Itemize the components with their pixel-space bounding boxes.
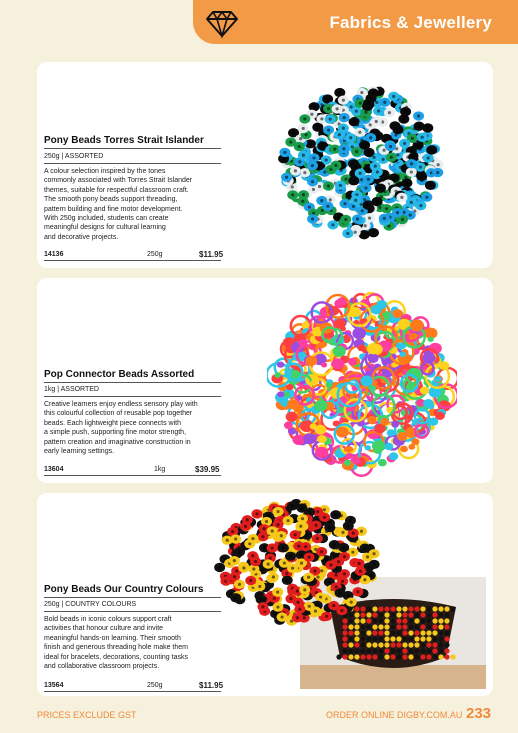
bead bbox=[316, 196, 327, 205]
product-description: A colour selection inspired by the tones commonly associated with Torres Strait Islander themes, suitable for respectful classroom craft. The smooth pony beads support threading, pattern building and fine motor development. With 250g included, students can create meaningful designs for cultural learning and decorative projects. bbox=[44, 168, 193, 241]
product-price: $39.95 bbox=[195, 465, 220, 474]
bead bbox=[304, 552, 315, 561]
bead bbox=[370, 305, 381, 315]
product-card[interactable] bbox=[37, 62, 493, 268]
product-name: Pony Beads Torres Strait Islander bbox=[44, 135, 204, 146]
bead bbox=[257, 532, 268, 541]
bead bbox=[391, 421, 399, 428]
bead bbox=[357, 345, 365, 352]
bead bbox=[407, 415, 413, 420]
bead bbox=[338, 144, 349, 153]
divider bbox=[44, 260, 221, 261]
bead bbox=[277, 391, 284, 397]
bead bbox=[417, 133, 428, 142]
bead bbox=[346, 597, 357, 606]
bead bbox=[292, 613, 303, 622]
bead bbox=[339, 113, 350, 122]
bead bbox=[384, 108, 395, 117]
bead bbox=[230, 593, 241, 602]
bead bbox=[386, 153, 397, 162]
bead bbox=[410, 319, 424, 331]
bead bbox=[317, 435, 327, 443]
bead bbox=[277, 612, 288, 621]
bead bbox=[287, 399, 299, 409]
bead bbox=[222, 536, 233, 545]
bead bbox=[290, 530, 301, 539]
bead bbox=[214, 563, 225, 572]
bead bbox=[299, 114, 310, 123]
bead bbox=[290, 166, 301, 175]
bead bbox=[298, 124, 309, 133]
bead bbox=[238, 563, 249, 572]
product-code: 13604 bbox=[44, 466, 64, 473]
bead bbox=[339, 199, 350, 208]
bead bbox=[307, 214, 318, 223]
bead bbox=[375, 184, 386, 193]
bead bbox=[368, 228, 379, 237]
bead bbox=[295, 522, 306, 531]
bead bbox=[371, 117, 382, 126]
bead bbox=[283, 516, 294, 525]
bead bbox=[285, 137, 296, 146]
bead bbox=[388, 92, 399, 101]
bead bbox=[240, 522, 251, 531]
bead bbox=[389, 452, 398, 460]
bead bbox=[316, 547, 327, 556]
bead bbox=[272, 602, 283, 611]
bead bbox=[325, 114, 336, 123]
bead bbox=[319, 513, 330, 522]
bead bbox=[385, 142, 396, 151]
product-price: $11.95 bbox=[199, 681, 224, 690]
product-code: 13564 bbox=[44, 682, 64, 689]
bead bbox=[400, 107, 411, 116]
divider bbox=[44, 475, 221, 476]
product-weight: 250g bbox=[147, 682, 163, 689]
bead bbox=[245, 576, 256, 585]
product-card[interactable] bbox=[37, 493, 493, 696]
bead bbox=[335, 588, 346, 597]
bead bbox=[369, 549, 380, 558]
bead bbox=[367, 343, 380, 354]
divider bbox=[44, 163, 221, 164]
product-variant: 250g | ASSORTED bbox=[44, 153, 104, 160]
bead bbox=[285, 552, 296, 561]
bead bbox=[336, 427, 349, 438]
divider bbox=[44, 148, 221, 149]
bead bbox=[307, 177, 318, 186]
page-number: 233 bbox=[466, 705, 492, 722]
bead bbox=[342, 229, 353, 238]
bead bbox=[385, 443, 394, 450]
bead bbox=[321, 362, 327, 367]
bead bbox=[352, 328, 366, 340]
divider bbox=[44, 396, 221, 397]
bead bbox=[303, 573, 314, 582]
product-variant: 250g | COUNTRY COLOURS bbox=[44, 601, 137, 608]
bead bbox=[305, 356, 317, 366]
bead bbox=[373, 446, 382, 454]
bead bbox=[406, 167, 417, 176]
bead bbox=[330, 161, 341, 170]
bead bbox=[400, 446, 408, 453]
bead bbox=[273, 507, 284, 516]
diamond-icon bbox=[205, 5, 239, 39]
divider bbox=[44, 597, 221, 598]
product-card[interactable] bbox=[37, 278, 493, 483]
bead bbox=[312, 123, 323, 132]
bead bbox=[387, 429, 395, 436]
bead bbox=[354, 128, 365, 137]
bead bbox=[312, 534, 323, 543]
section-title: Fabrics & Jewellery bbox=[329, 13, 492, 32]
bead bbox=[284, 421, 293, 429]
bead bbox=[338, 543, 349, 552]
bead bbox=[392, 208, 403, 217]
bead bbox=[351, 147, 362, 156]
bead bbox=[378, 459, 387, 467]
bead bbox=[281, 173, 292, 182]
bead bbox=[426, 145, 437, 154]
section-header bbox=[193, 0, 518, 44]
footer-gst-note: PRICES EXCLUDE GST bbox=[37, 710, 137, 720]
bead bbox=[326, 382, 333, 388]
bead bbox=[293, 598, 304, 607]
bead bbox=[348, 176, 359, 185]
bead bbox=[311, 520, 322, 529]
bead bbox=[360, 543, 371, 552]
bead bbox=[399, 352, 405, 357]
bead bbox=[414, 122, 425, 131]
bead bbox=[397, 432, 407, 441]
bead bbox=[345, 133, 356, 142]
bead bbox=[324, 523, 335, 532]
bead bbox=[348, 358, 357, 366]
bead bbox=[368, 354, 379, 363]
bead bbox=[276, 531, 287, 540]
bead bbox=[420, 387, 429, 395]
bead bbox=[372, 167, 383, 176]
bead bbox=[379, 214, 390, 223]
product-image-pony-beads bbox=[275, 77, 447, 249]
bead bbox=[298, 190, 309, 199]
product-code: 14136 bbox=[44, 251, 64, 258]
bead bbox=[330, 510, 341, 519]
bead bbox=[367, 416, 376, 424]
bead bbox=[267, 526, 278, 535]
bead bbox=[321, 612, 332, 621]
bead bbox=[332, 104, 343, 113]
bead bbox=[396, 193, 407, 202]
bead bbox=[323, 181, 334, 190]
bead bbox=[279, 148, 290, 157]
bead bbox=[328, 601, 339, 610]
bead bbox=[381, 204, 392, 213]
bead bbox=[334, 319, 346, 329]
bead bbox=[423, 153, 434, 162]
bead bbox=[268, 572, 279, 581]
bead bbox=[251, 509, 262, 518]
bead bbox=[380, 418, 389, 426]
product-variant: 1kg | ASSORTED bbox=[44, 386, 99, 393]
bead bbox=[355, 567, 366, 576]
bead bbox=[435, 412, 445, 420]
bead bbox=[286, 412, 298, 422]
bead bbox=[287, 190, 298, 199]
bead bbox=[365, 133, 376, 142]
bead bbox=[247, 551, 258, 560]
bead bbox=[298, 151, 309, 160]
bead bbox=[229, 556, 240, 565]
bead bbox=[335, 181, 346, 190]
bead bbox=[298, 339, 307, 347]
product-weight: 250g bbox=[147, 251, 163, 258]
bead bbox=[331, 358, 344, 369]
bead bbox=[315, 425, 327, 435]
bead bbox=[344, 460, 351, 466]
bead bbox=[365, 445, 371, 450]
product-description: Bold beads in iconic colours support craft activities that honour culture and invite meaningful hands-on learning. Their smooth finish and generous threading hole make them ideal for bracelets, decorations, counting tasks and collaborative classroom projects. bbox=[44, 616, 188, 671]
bead bbox=[406, 198, 417, 207]
bead bbox=[303, 322, 309, 327]
bead bbox=[329, 540, 340, 549]
bead bbox=[254, 582, 265, 591]
bead bbox=[333, 557, 344, 566]
bead bbox=[413, 111, 424, 120]
bead bbox=[234, 547, 245, 556]
product-name: Pony Beads Our Country Colours bbox=[44, 584, 204, 595]
product-weight: 1kg bbox=[154, 466, 166, 473]
bead bbox=[304, 602, 315, 611]
bead bbox=[299, 585, 310, 594]
bead bbox=[274, 372, 281, 378]
bead bbox=[277, 362, 284, 368]
bead bbox=[415, 201, 426, 210]
bead bbox=[352, 587, 363, 596]
bead bbox=[278, 543, 289, 552]
product-image-country-beads bbox=[212, 495, 382, 630]
bead bbox=[373, 106, 384, 115]
footer-order-link[interactable]: ORDER ONLINE DIGBY.COM.AU bbox=[326, 710, 463, 720]
bead bbox=[338, 95, 349, 104]
bead bbox=[247, 534, 258, 543]
product-name: Pop Connector Beads Assorted bbox=[44, 369, 195, 380]
bead bbox=[340, 215, 351, 224]
bead bbox=[334, 130, 345, 139]
bead bbox=[263, 559, 274, 568]
product-description: Creative learners enjoy endless sensory play with this colourful collection of reusable pop together beads. Each lightweight piece connects with a simple push, supporting fine motor strength, pattern creation and imaginative construction in early learning settings. bbox=[44, 401, 198, 456]
bead bbox=[368, 88, 379, 97]
bead bbox=[286, 384, 293, 390]
bead bbox=[434, 376, 441, 382]
bead bbox=[355, 169, 366, 178]
bead bbox=[399, 139, 410, 148]
bead bbox=[343, 521, 354, 530]
bead bbox=[315, 447, 328, 458]
divider bbox=[44, 382, 221, 383]
bead bbox=[300, 542, 311, 551]
bead bbox=[296, 503, 307, 512]
bead bbox=[428, 337, 434, 342]
bead bbox=[353, 457, 361, 464]
product-price: $11.95 bbox=[199, 250, 224, 259]
bead bbox=[282, 576, 293, 585]
bead bbox=[315, 592, 326, 601]
bead bbox=[257, 602, 268, 611]
bead bbox=[379, 98, 390, 107]
bead bbox=[393, 125, 404, 134]
bead bbox=[362, 200, 373, 209]
bead bbox=[360, 376, 373, 387]
divider bbox=[44, 691, 221, 692]
product-image-pop-beads bbox=[267, 288, 457, 478]
bead bbox=[360, 183, 371, 192]
bead bbox=[401, 178, 412, 187]
bead bbox=[423, 399, 434, 408]
bead bbox=[363, 98, 374, 107]
bead bbox=[392, 309, 402, 318]
bead bbox=[314, 400, 327, 411]
bead bbox=[416, 172, 427, 181]
bead bbox=[346, 453, 353, 459]
bead bbox=[352, 214, 363, 223]
bead bbox=[350, 196, 361, 205]
bead bbox=[292, 434, 304, 445]
bead bbox=[425, 181, 436, 190]
bead bbox=[287, 564, 298, 573]
bead bbox=[234, 580, 245, 589]
bead bbox=[406, 159, 417, 168]
bead bbox=[307, 161, 318, 170]
bead bbox=[327, 220, 338, 229]
bead bbox=[303, 433, 316, 444]
bead bbox=[272, 587, 283, 596]
bead bbox=[432, 168, 443, 177]
bead bbox=[411, 438, 419, 445]
divider bbox=[44, 611, 221, 612]
bead bbox=[333, 346, 346, 357]
